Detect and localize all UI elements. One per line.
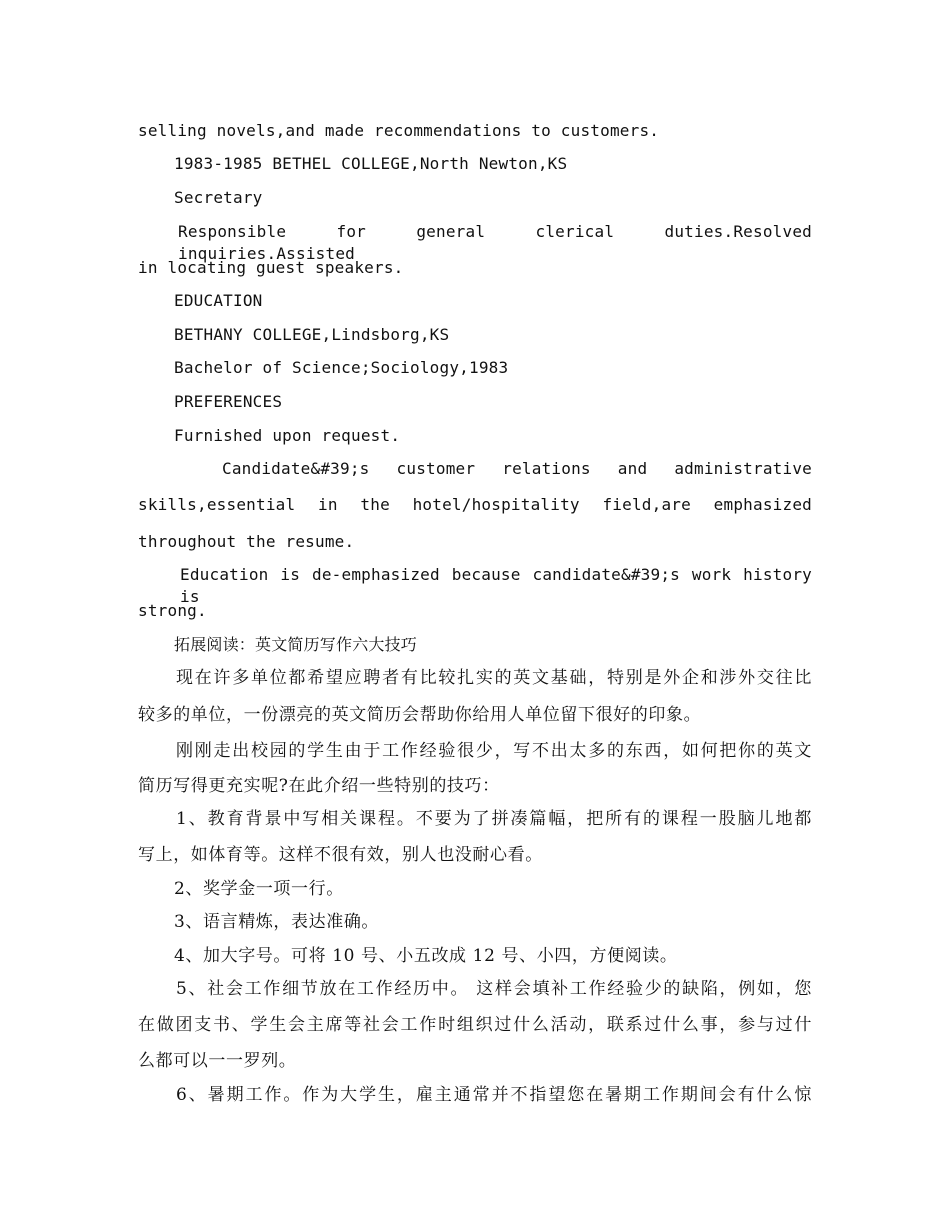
text-line: Responsible for general clerical duties.Resolved inquiries.Assisted (178, 222, 812, 263)
text-line: skills,essential in the hotel/hospitality field,are emphasized (138, 495, 812, 514)
text-line: 5、社会工作细节放在工作经历中。 这样会填补工作经验少的缺陷，例如，您 (176, 979, 812, 999)
text-line: BETHANY COLLEGE,Lindsborg,KS (174, 325, 450, 344)
text-line: 3、语言精炼，表达准确。 (174, 912, 380, 932)
section-heading: PREFERENCES (174, 392, 283, 411)
text-line: 在做团支书、学生会主席等社会工作时组织过什么活动，联系过什么事，参与过什 (138, 1015, 812, 1035)
text-line: selling novels,and made recommendations to customers. (138, 121, 660, 140)
text-line: 较多的单位，一份漂亮的英文简历会帮助你给用人单位留下很好的印象。 (138, 705, 702, 725)
text-line: 1983-1985 BETHEL COLLEGE,North Newton,KS (174, 154, 568, 173)
text-line: Bachelor of Science;Sociology,1983 (174, 358, 509, 377)
text-line: 1、教育背景中写相关课程。不要为了拼凑篇幅，把所有的课程一股脑儿地都 (176, 809, 812, 829)
text-line: strong. (138, 601, 207, 620)
section-heading: EDUCATION (174, 291, 263, 310)
text-line: 4、加大字号。可将 10 号、小五改成 12 号、小四，方便阅读。 (174, 946, 678, 966)
text-line: Furnished upon request. (174, 426, 401, 445)
text-line: Secretary (174, 188, 263, 207)
text-line: Candidate&#39;s customer relations and administrative (222, 459, 812, 478)
text-line: 刚刚走出校园的学生由于工作经验很少，写不出太多的东西，如何把你的英文 (176, 741, 812, 761)
text-line: 6、暑期工作。作为大学生，雇主通常并不指望您在暑期工作期间会有什么惊 (176, 1085, 812, 1105)
text-line: in locating guest speakers. (138, 258, 404, 277)
text-line: 写上，如体育等。这样不很有效，别人也没耐心看。 (138, 845, 543, 865)
text-line: 2、奖学金一项一行。 (174, 879, 344, 899)
text-line: 现在许多单位都希望应聘者有比较扎实的英文基础，特别是外企和涉外交往比 (176, 668, 812, 688)
section-heading: 拓展阅读：英文简历写作六大技巧 (174, 635, 418, 654)
text-line: Education is de-emphasized because candidate&#39;s work history is (180, 565, 812, 606)
text-line: throughout the resume. (138, 532, 355, 551)
text-line: 简历写得更充实呢?在此介绍一些特别的技巧： (138, 776, 500, 796)
text-line: 么都可以一一罗列。 (138, 1051, 297, 1071)
